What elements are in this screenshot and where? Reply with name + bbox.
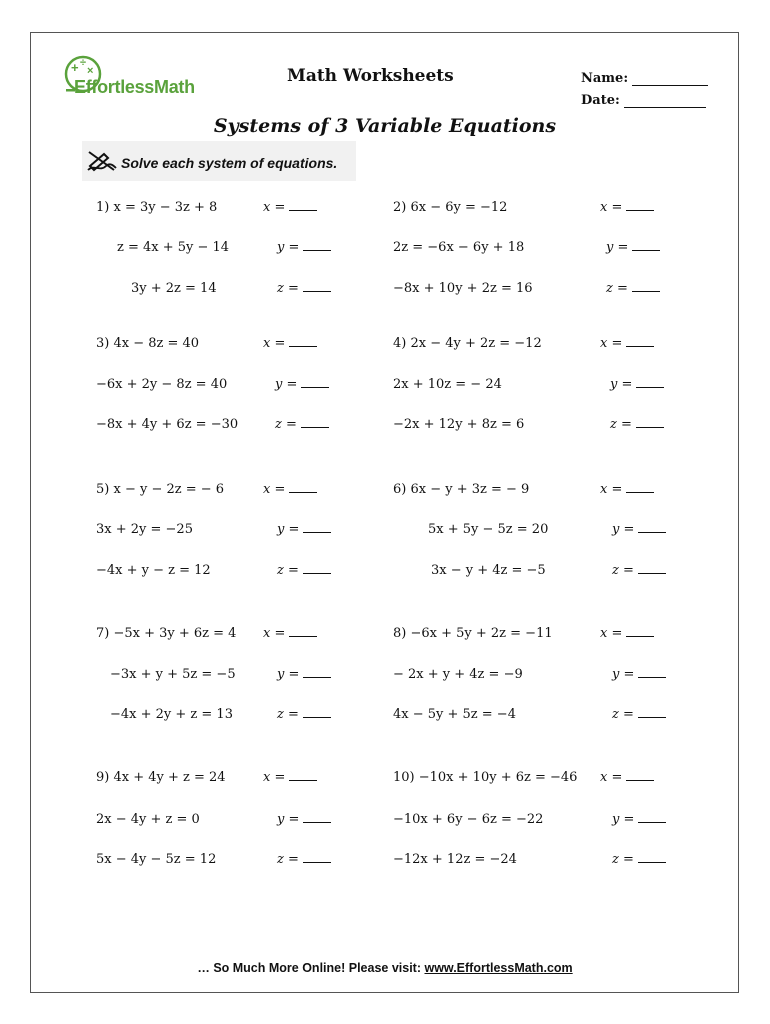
problem-7-equation-3: −4x + 2y + z = 13 [110,707,233,722]
answer-label: z = [277,281,299,296]
problem-1-equation-3: 3y + 2z = 14 [131,281,217,296]
problem-8-answer-z[interactable] [612,707,666,722]
problem-6-answer-x[interactable] [600,482,654,497]
answer-label: y = [612,522,635,537]
problem-10-equation-1: 10) −10x + 10y + 6z = −46 [393,770,578,785]
answer-blank[interactable] [626,336,654,347]
problem-9-answer-x[interactable] [263,770,317,785]
date-line [624,107,706,108]
answer-blank[interactable] [289,626,317,637]
logo-text: EffortlessMath [74,77,195,97]
answer-label: z = [277,563,299,578]
problem-6-equation-3: 3x − y + 4z = −5 [431,563,546,578]
answer-label: y = [277,667,300,682]
answer-blank[interactable] [638,707,666,718]
worksheet-title: Systems of 3 Variable Equations [213,115,557,137]
answer-label: y = [277,812,300,827]
footer [0,961,770,975]
answer-label: y = [277,240,300,255]
problem-6-answer-z[interactable] [612,563,666,578]
answer-blank[interactable] [303,240,331,251]
date-label: Date: [581,93,620,108]
problem-9-equation-1: 9) 4x + 4y + z = 24 [96,770,226,785]
problem-6-equation-1: 6) 6x − y + 3z = − 9 [393,482,530,497]
answer-label: x = [600,482,623,497]
answer-label: y = [612,812,635,827]
answer-blank[interactable] [289,336,317,347]
answer-label: z = [275,417,297,432]
problem-1-equation-1: 1) x = 3y − 3z + 8 [96,200,218,215]
problem-8-answer-y[interactable] [612,667,666,682]
answer-label: x = [600,336,623,351]
answer-label: z = [610,417,632,432]
problem-7-equation-1: 7) −5x + 3y + 6z = 4 [96,626,237,641]
problem-3-answer-z[interactable] [275,417,329,432]
answer-label: x = [600,200,623,215]
answer-blank[interactable] [626,626,654,637]
answer-blank[interactable] [301,417,329,428]
problem-9-answer-z[interactable] [277,852,331,867]
name-line [632,85,708,86]
problem-9-answer-y[interactable] [277,812,331,827]
header-title: Math Worksheets [287,66,454,86]
answer-label: x = [600,770,623,785]
problem-5-equation-2: 3x + 2y = −25 [96,522,193,537]
answer-label: x = [263,626,286,641]
answer-blank[interactable] [303,812,331,823]
problem-8-equation-1: 8) −6x + 5y + 2z = −11 [393,626,553,641]
problem-5-equation-1: 5) x − y − 2z = − 6 [96,482,225,497]
problem-3-equation-1: 3) 4x − 8z = 40 [96,336,200,351]
answer-label: z = [277,852,299,867]
date-field[interactable] [581,93,706,108]
answer-blank[interactable] [303,667,331,678]
problem-9-equation-3: 5x − 4y − 5z = 12 [96,852,217,867]
problem-1-answer-x[interactable] [263,200,317,215]
problem-1-answer-y[interactable] [277,240,331,255]
pencil-icon [86,150,118,172]
footer-text: … So Much More Online! Please visit: [197,961,425,975]
answer-label: x = [600,626,623,641]
problem-2-answer-x[interactable] [600,200,654,215]
answer-label: z = [612,707,634,722]
problem-4-equation-1: 4) 2x − 4y + 2z = −12 [393,336,542,351]
answer-blank[interactable] [632,281,660,292]
problem-4-answer-z[interactable] [610,417,664,432]
answer-blank[interactable] [638,563,666,574]
problem-2-equation-1: 2) 6x − 6y = −12 [393,200,508,215]
answer-label: z = [612,852,634,867]
problem-6-answer-y[interactable] [612,522,666,537]
answer-label: x = [263,336,286,351]
answer-blank[interactable] [303,707,331,718]
answer-blank[interactable] [638,522,666,533]
answer-blank[interactable] [636,417,664,428]
problem-5-answer-x[interactable] [263,482,317,497]
answer-label: y = [606,240,629,255]
problem-4-answer-x[interactable] [600,336,654,351]
name-field[interactable] [581,71,708,86]
problem-4-answer-y[interactable] [610,377,664,392]
problem-2-equation-3: −8x + 10y + 2z = 16 [393,281,533,296]
answer-blank[interactable] [626,770,654,781]
answer-label: x = [263,200,286,215]
problem-10-answer-x[interactable] [600,770,654,785]
answer-blank[interactable] [303,281,331,292]
problem-10-answer-z[interactable] [612,852,666,867]
answer-blank[interactable] [632,240,660,251]
answer-blank[interactable] [303,522,331,533]
answer-blank[interactable] [638,812,666,823]
answer-label: z = [612,563,634,578]
problem-7-answer-x[interactable] [263,626,317,641]
answer-label: y = [610,377,633,392]
problem-3-answer-y[interactable] [275,377,329,392]
answer-blank[interactable] [638,667,666,678]
answer-label: x = [263,482,286,497]
problem-2-answer-z[interactable] [606,281,660,296]
svg-text:×: × [87,65,94,77]
answer-label: y = [612,667,635,682]
problem-2-equation-2: 2z = −6x − 6y + 18 [393,240,525,255]
problem-6-equation-2: 5x + 5y − 5z = 20 [428,522,549,537]
problem-5-equation-3: −4x + y − z = 12 [96,563,211,578]
problem-10-equation-2: −10x + 6y − 6z = −22 [393,812,544,827]
problem-4-equation-3: −2x + 12y + 8z = 6 [393,417,525,432]
problem-7-equation-2: −3x + y + 5z = −5 [110,667,236,682]
svg-text:+: + [71,60,79,75]
problem-9-equation-2: 2x − 4y + z = 0 [96,812,200,827]
answer-blank[interactable] [289,200,317,211]
problem-8-equation-3: 4x − 5y + 5z = −4 [393,707,516,722]
answer-blank[interactable] [636,377,664,388]
instruction-text: Solve each system of equations. [121,155,338,171]
problem-5-answer-z[interactable] [277,563,331,578]
name-label: Name: [581,71,629,86]
problem-8-answer-x[interactable] [600,626,654,641]
answer-blank[interactable] [638,852,666,863]
problem-3-answer-x[interactable] [263,336,317,351]
problem-4-equation-2: 2x + 10z = − 24 [393,377,502,392]
footer-link[interactable]: www.EffortlessMath.com [424,961,573,975]
answer-label: z = [277,707,299,722]
problem-3-equation-3: −8x + 4y + 6z = −30 [96,417,239,432]
problem-2-answer-y[interactable] [606,240,660,255]
answer-blank[interactable] [301,377,329,388]
problem-7-answer-y[interactable] [277,667,331,682]
problem-10-answer-y[interactable] [612,812,666,827]
answer-blank[interactable] [626,482,654,493]
answer-label: z = [606,281,628,296]
problem-1-equation-2: z = 4x + 5y − 14 [117,240,230,255]
problem-3-equation-2: −6x + 2y − 8z = 40 [96,377,228,392]
problem-7-answer-z[interactable] [277,707,331,722]
answer-label: y = [275,377,298,392]
answer-blank[interactable] [626,200,654,211]
svg-text:÷: ÷ [80,57,87,69]
problem-5-answer-y[interactable] [277,522,331,537]
answer-blank[interactable] [303,852,331,863]
answer-blank[interactable] [289,770,317,781]
problem-10-equation-3: −12x + 12z = −24 [393,852,517,867]
problem-8-equation-2: − 2x + y + 4z = −9 [393,667,523,682]
answer-blank[interactable] [289,482,317,493]
answer-blank[interactable] [303,563,331,574]
answer-label: x = [263,770,286,785]
problem-1-answer-z[interactable] [277,281,331,296]
answer-label: y = [277,522,300,537]
